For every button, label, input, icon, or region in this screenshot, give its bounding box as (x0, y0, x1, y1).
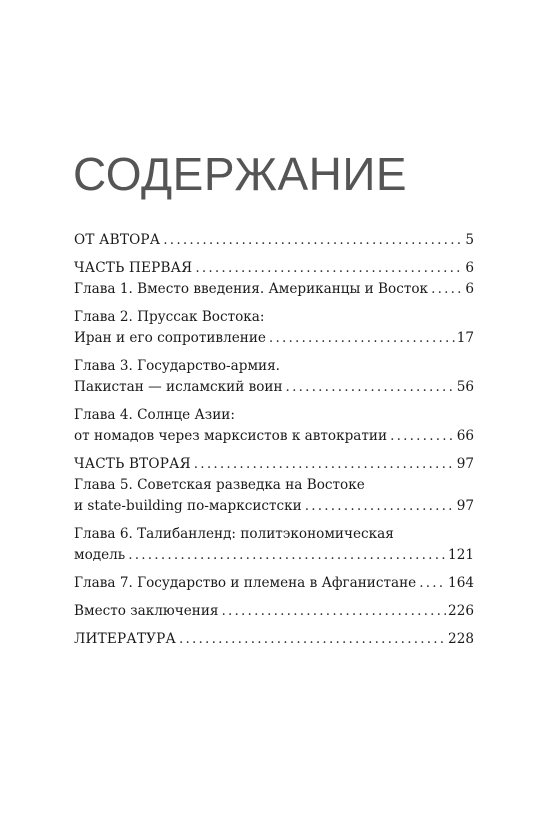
toc-entry-title-continued: модель (74, 547, 126, 563)
toc-line (74, 475, 474, 496)
dot-leader (305, 496, 455, 517)
toc-entry-chapter-7 (74, 573, 474, 594)
dot-leader (431, 279, 463, 300)
toc-line (74, 524, 474, 545)
dot-leader (221, 601, 446, 622)
toc-line (74, 307, 474, 328)
toc-entry-conclusion (74, 601, 474, 622)
toc-entry-chapter-4 (74, 405, 474, 447)
toc-line (74, 454, 474, 475)
toc-entry-title: Глава 2. Пруссак Востока: (74, 309, 265, 325)
toc-line (74, 496, 474, 517)
dot-leader (179, 629, 446, 650)
toc-entry-literature (74, 629, 474, 650)
toc-entry-title: ОТ АВТОРА (74, 232, 161, 248)
toc-page-number: 5 (465, 232, 474, 248)
dot-leader (195, 258, 463, 279)
toc-page-number: 66 (456, 428, 474, 444)
toc-line (74, 328, 474, 349)
toc-page-number: 97 (456, 456, 474, 472)
toc-entry-title: Глава 3. Государство-армия. (74, 358, 280, 374)
toc-page-number: 6 (465, 281, 474, 297)
toc-line (74, 426, 474, 447)
dot-leader (269, 328, 455, 349)
toc-entry-title-continued: и state-building по-марксистски (74, 498, 302, 514)
toc-entry-title-continued: от номадов через марксистов к автократии (74, 428, 388, 444)
toc-line (74, 405, 474, 426)
toc-page-number: 228 (448, 631, 474, 647)
toc-entry-title: Глава 7. Государство и племена в Афганистане (74, 575, 417, 591)
toc-entry-title: Глава 4. Солнце Азии: (74, 407, 235, 423)
table-of-contents (74, 230, 474, 650)
toc-entry-chapter-1 (74, 279, 474, 300)
toc-entry-title: Глава 1. Вместо введения. Американцы и Восток (74, 281, 429, 297)
toc-entry-title-continued: Пакистан — исламский воин (74, 379, 283, 395)
toc-line (74, 377, 474, 398)
toc-entry-chapter-5 (74, 475, 474, 517)
toc-line (74, 279, 474, 300)
toc-entry-chapter-3 (74, 356, 474, 398)
toc-entry-part-one (74, 258, 474, 279)
toc-entry-chapter-6 (74, 524, 474, 566)
dot-leader (390, 426, 455, 447)
toc-page-number: 56 (456, 379, 474, 395)
toc-line (74, 545, 474, 566)
toc-line (74, 629, 474, 650)
toc-page-number: 6 (465, 260, 474, 276)
dot-leader (194, 454, 455, 475)
toc-page-number: 121 (448, 547, 474, 563)
toc-line (74, 573, 474, 594)
dot-leader (286, 377, 455, 398)
toc-entry-chapter-2 (74, 307, 474, 349)
toc-line (74, 601, 474, 622)
toc-entry-title: Вместо заключения (74, 603, 219, 619)
toc-entry-title: ЛИТЕРАТУРА (74, 631, 176, 647)
toc-entry-part-two (74, 454, 474, 475)
dot-leader (128, 545, 446, 566)
dot-leader (419, 573, 446, 594)
toc-entry-title: Глава 5. Советская разведка на Востоке (74, 477, 365, 493)
toc-line (74, 230, 474, 251)
toc-entry-title: ЧАСТЬ ПЕРВАЯ (74, 260, 193, 276)
toc-page-number: 164 (448, 575, 474, 591)
toc-entry-title: Глава 6. Талибанленд: политэкономическая (74, 526, 394, 542)
toc-entry-ot-avtora (74, 230, 474, 251)
toc-page-number: 97 (456, 498, 474, 514)
toc-line (74, 356, 474, 377)
toc-entry-title: ЧАСТЬ ВТОРАЯ (74, 456, 191, 472)
dot-leader (163, 230, 463, 251)
toc-page-number: 226 (448, 603, 474, 619)
contents-title: СОДЕРЖАНИЕ (73, 148, 408, 200)
toc-page-number: 17 (456, 330, 474, 346)
toc-line (74, 258, 474, 279)
toc-entry-title-continued: Иран и его сопротивление (74, 330, 266, 346)
